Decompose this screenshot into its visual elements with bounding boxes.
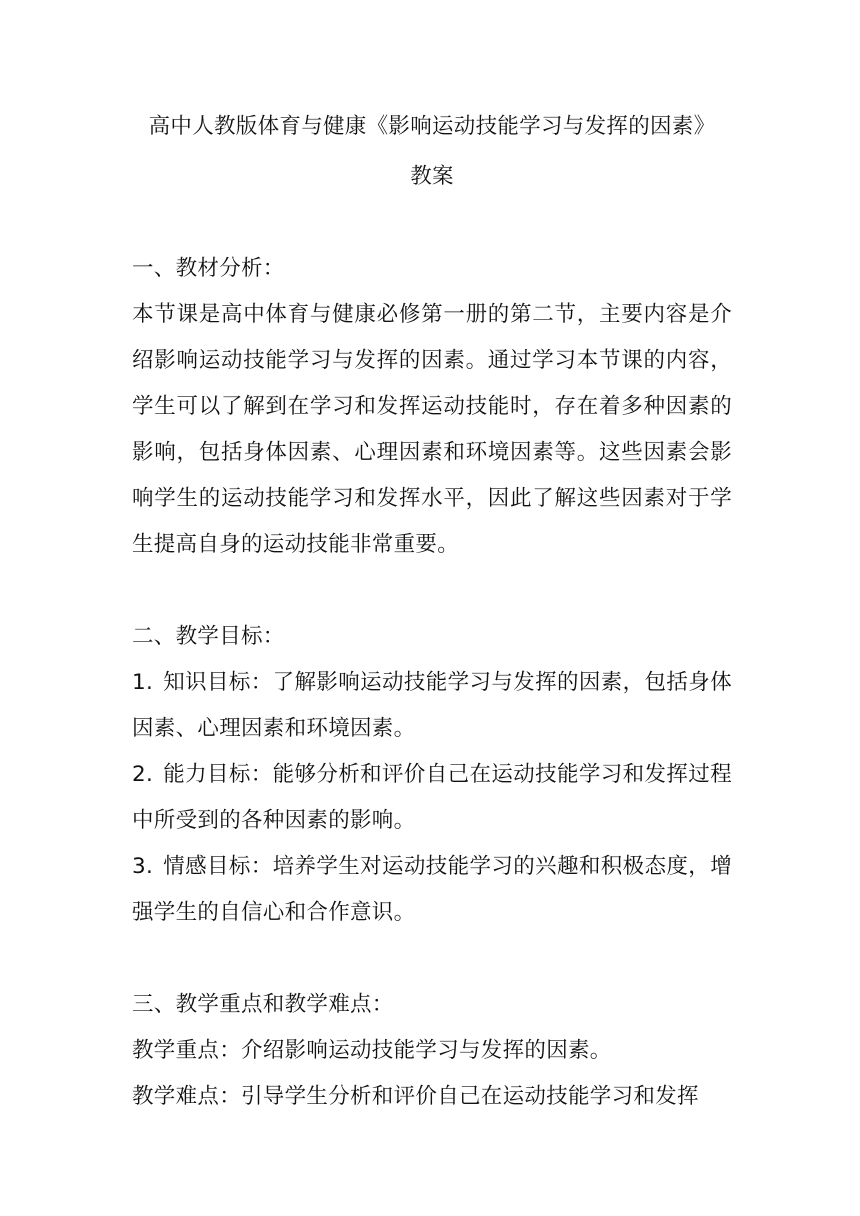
section-heading-teaching-goals: 二、教学目标： [132, 624, 285, 649]
goal-item-text: 能力目标：能够分析和评价自己在运动技能学习和发挥过程中所受到的各种因素的影响。 [132, 762, 732, 833]
spacer [132, 936, 732, 982]
goal-item-number: 3. [132, 854, 154, 879]
title-line-2: 教案 [410, 164, 454, 189]
document-content [132, 104, 732, 1120]
goal-item-text: 知识目标：了解影响运动技能学习与发挥的因素，包括身体因素、心理因素和环境因素。 [132, 670, 732, 741]
goal-item [132, 660, 732, 752]
section-heading-key-difficult-points: 三、教学重点和教学难点： [132, 992, 394, 1017]
goal-item [132, 844, 732, 936]
section-heading-textbook-analysis: 一、教材分析： [132, 256, 285, 281]
document-title [132, 104, 732, 200]
goal-item-number: 1. [132, 670, 154, 695]
goal-item-number: 2. [132, 762, 154, 787]
difficult-point-line: 教学难点：引导学生分析和评价自己在运动技能学习和发挥 [132, 1084, 699, 1109]
textbook-analysis-paragraph: 本节课是高中体育与健康必修第一册的第二节，主要内容是介绍影响运动技能学习与发挥的因素。通过学习本节课的内容，学生可以了解到在学习和发挥运动技能时，存在着多种因素的影响，包括身体因素、心理因素和环境因素等。这些因素会影响学生的运动技能学习和发挥水平，因此了解这些因素对于学生提高自身的运动技能非常重要。 [132, 302, 732, 557]
goal-item [132, 752, 732, 844]
spacer [132, 568, 732, 614]
key-point-line: 教学重点：介绍影响运动技能学习与发挥的因素。 [132, 1038, 612, 1063]
title-line-1: 高中人教版体育与健康《影响运动技能学习与发挥的因素》 [148, 114, 716, 139]
spacer [132, 200, 732, 246]
goal-item-text: 情感目标：培养学生对运动技能学习的兴趣和积极态度，增强学生的自信心和合作意识。 [132, 854, 732, 925]
